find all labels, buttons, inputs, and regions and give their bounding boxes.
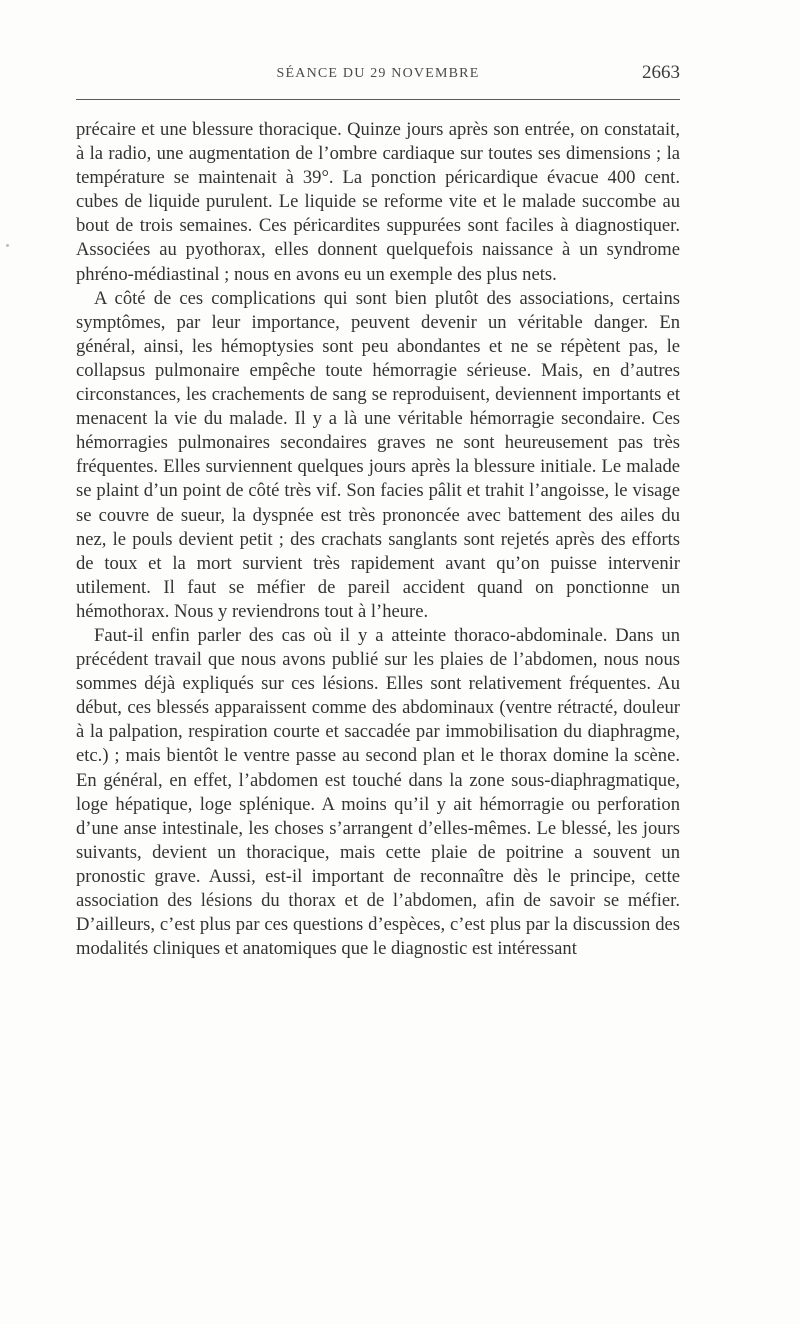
running-head [76,62,680,90]
paragraph-thoraco-abdominal: Faut-il enfin parler des cas où il y a atteinte thoraco-abdominale. Dans un précédent travail que nous avons publié sur les plaies de l’abdomen, nous nous sommes déjà expliqués sur ces lésions. Elles sont relativement fréquentes. Au début, ces blessés apparaissent comme des abdominaux (ventre rétracté, douleur à la palpation, respiration courte et saccadée par immobilisation du diaphragme, etc.) ; mais bientôt le ventre passe au second plan et le thorax domine la scène. En général, en effet, l’abdomen est touché dans la zone sous-diaphragmatique, loge hépatique, loge splénique. A moins qu’il y ait hémorragie ou perforation d’une anse intestinale, les choses s’arrangent d’elles-mêmes. Le blessé, les jours suivants, devient un thoracique, mais cette plaie de poitrine a souvent un pronostic grave. Aussi, est-il important de reconnaître dès le principe, cette association des lésions du thorax et de l’abdomen, afin de savoir se méfier. D’ailleurs, c’est plus par ces questions d’espèces, c’est plus par la discussion des modalités cliniques et anatomiques que le diagnostic est intéressant [76,624,680,960]
page-number: 2663 [642,62,680,83]
margin-speck [6,244,9,247]
paragraph-continuation: précaire et une blessure thoracique. Quinze jours après son entrée, on constatait, à la radio, une augmentation de l’ombre cardiaque sur toutes ses dimensions ; la température se maintenait à 39°. La ponction péricardique évacue 400 cent. cubes de liquide purulent. Le liquide se reforme vite et le malade succombe au bout de trois semaines. Ces péricardites suppurées sont faciles à diagnostiquer. Associées au pyothorax, elles donnent quelquefois naissance à un syndrome phréno-médiastinal ; nous en avons eu un exemple des plus nets. [76,119,680,285]
paragraph-complications: A côté de ces complications qui sont bien plutôt des associations, certains symptômes, par leur importance, peuvent devenir un véritable danger. En général, ainsi, les hémoptysies sont peu abondantes et ne se répètent pas, le collapsus pulmonaire empêche toute hémorragie sérieuse. Mais, en d’autres circonstances, les crachements de sang se reproduisent, deviennent importants et menacent la vie du malade. Il y a là une véritable hémorragie secondaire. Ces hémorragies pulmonaires secondaires graves ne sont heureusement pas très fréquentes. Elles surviennent quelques jours après la blessure initiale. Le malade se plaint d’un point de côté très vif. Son facies pâlit et trahit l’angoisse, le visage se couvre de sueur, la dyspnée est très prononcée avec battement des ailes du nez, le pouls devient petit ; des crachats sanglants sont rejetés après des efforts de toux et la mort survient très rapidement avant qu’on puisse intervenir utilement. Il faut se méfier de pareil accident quand on ponctionne un hémothorax. Nous y reviendrons tout à l’heure. [76,287,680,622]
body-text [76,118,680,961]
running-title: SÉANCE DU 29 NOVEMBRE [276,66,480,81]
header-rule [76,99,680,100]
